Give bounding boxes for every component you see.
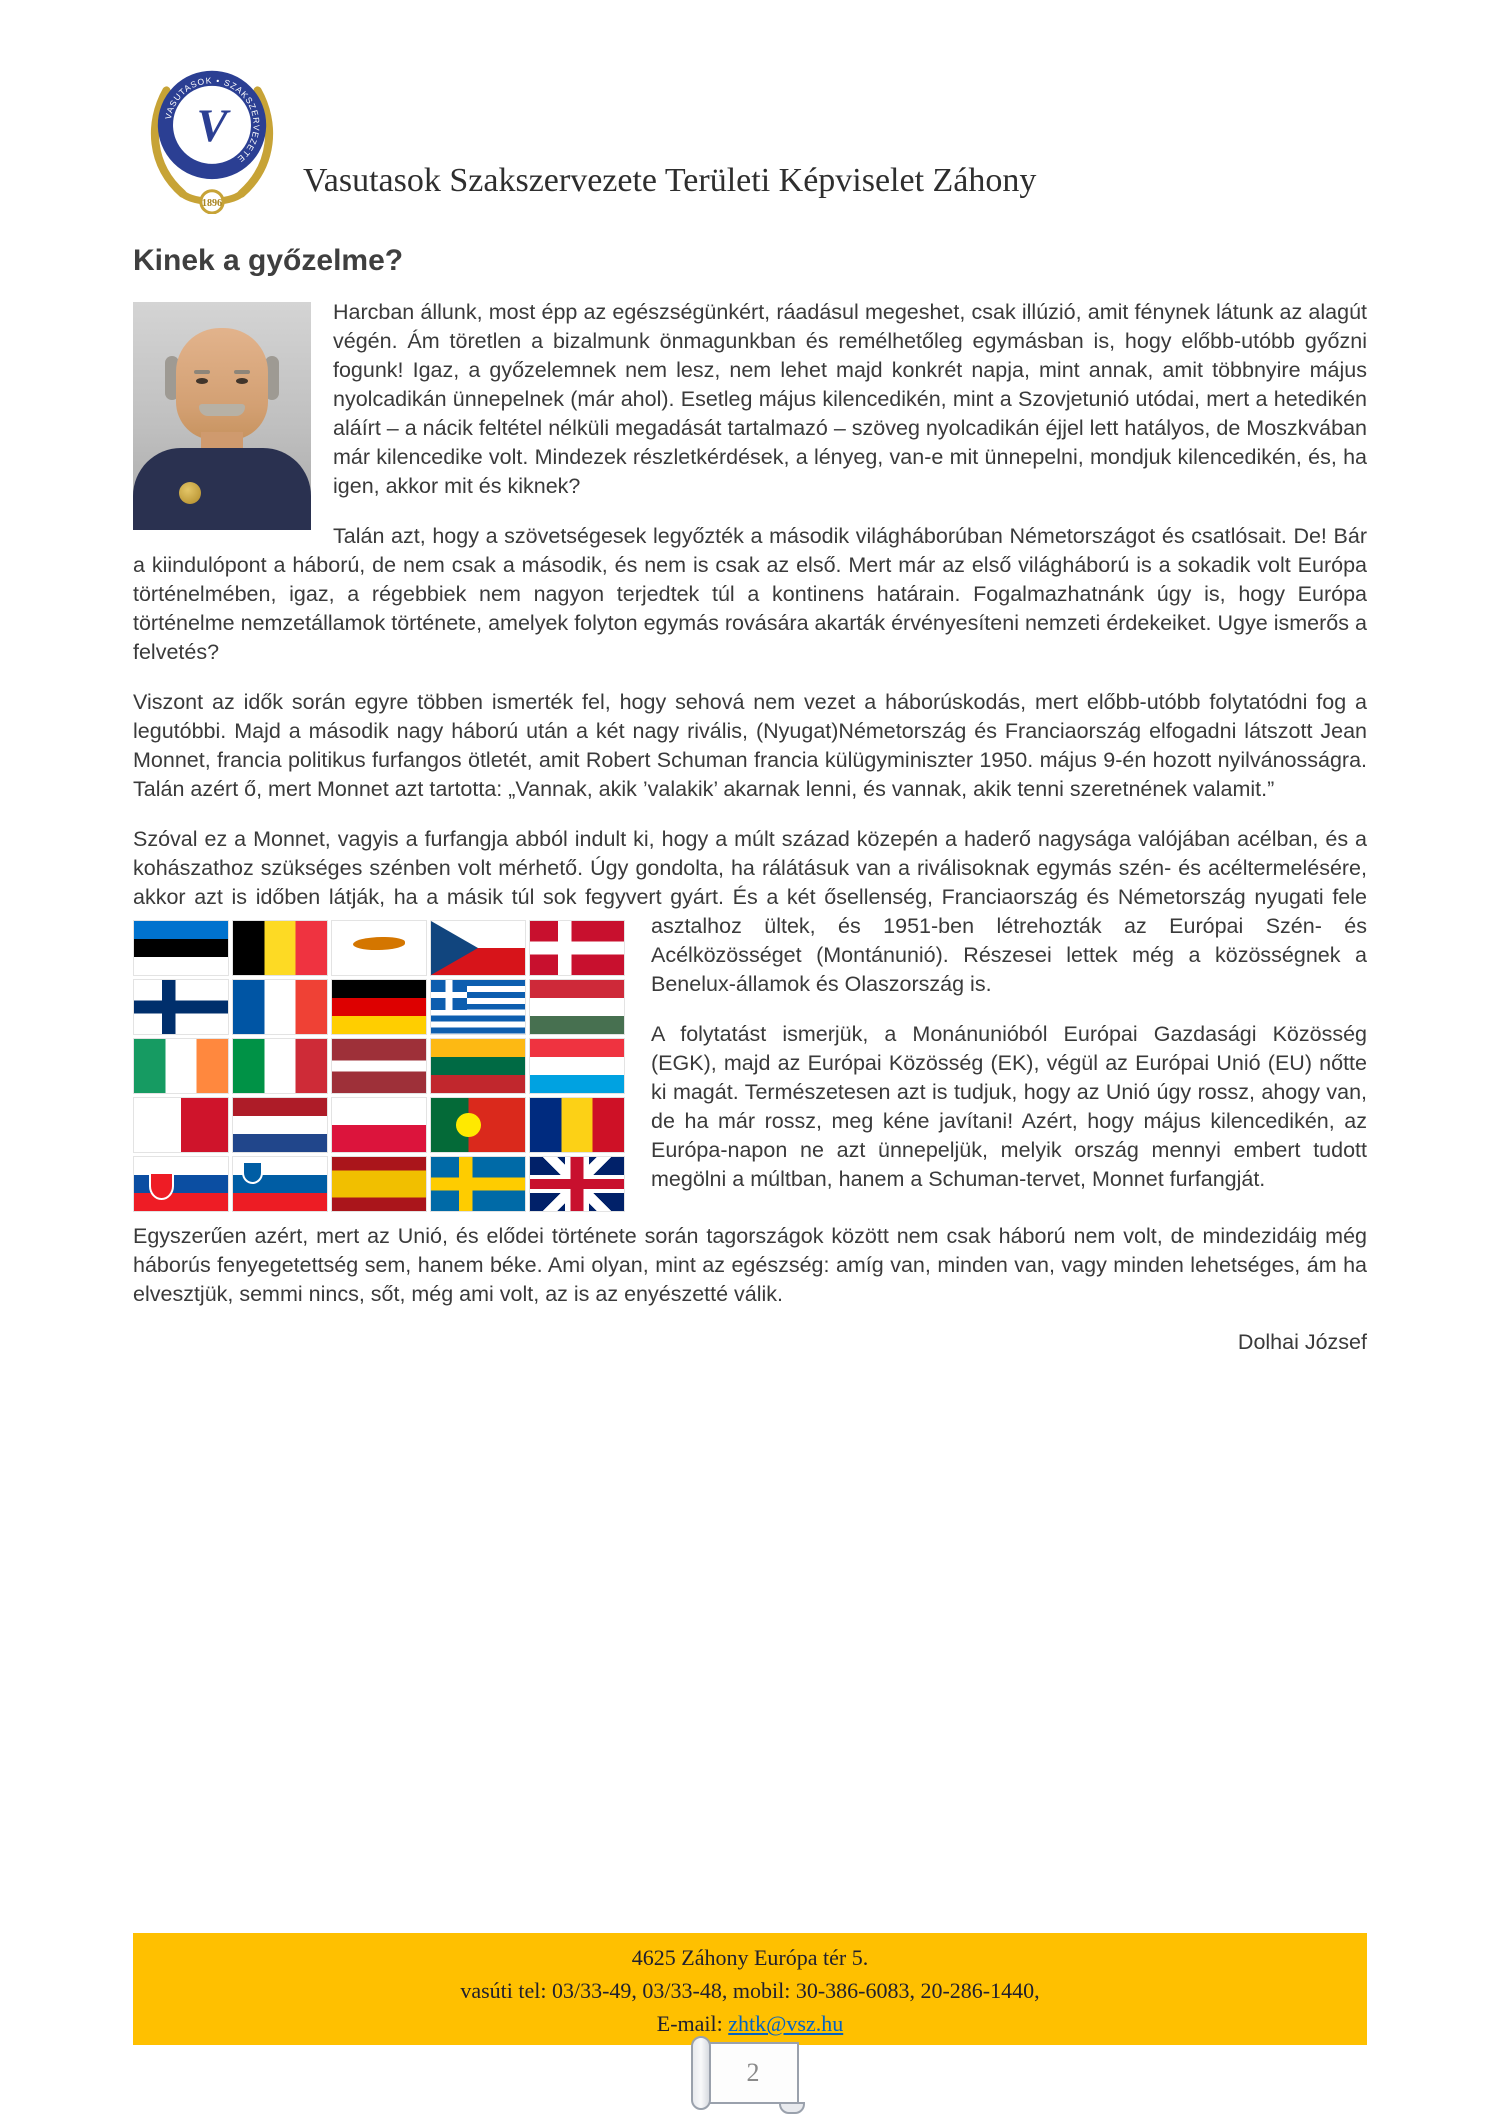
paragraph-3: Viszont az idők során egyre többen ismerték fel, hogy sehová nem vezet a háborúskodás, mert előbb-utóbb folytatódni fog a legutóbbi. Majd a második nagy háború után a két nagy rivális, (Nyugat)Németország és Franciaország elfogadni látszott Jean Monnet, francia politikus furfangos ötletét, amit Robert Schuman francia külügyminiszter 1950. május 9-én hozott nyilvánosságra. Talán azért ő, mert Monnet azt tartotta: „Vannak, akik ’valakik’ akarnak lenni, és vannak, akik tenni szeretnének valamit.” bbox=[133, 690, 1367, 801]
footer-address: 4625 Záhony Európa tér 5. bbox=[631, 1945, 869, 1970]
article-title: Kinek a győzelme? bbox=[133, 244, 404, 277]
paragraph-1-with-photo bbox=[133, 298, 1367, 501]
paragraph-5: A folytatást ismerjük, a Monánunióból Európai Gazdasági Közösség (EGK), majd az Európai Közösség (EK), végül az Európai Unió (EU) nőtte ki magát. Természetesen azt is tudjuk, hogy az Unió úgy rossz, ahogy van, de ha már rossz, meg kéne javítani! Azért, hogy május kilencedikén, az Európa-napon ne azt ünnepeljük, melyik ország mennyi embert tudott megölni a múltban, hanem a Schuman-tervet, Monnet furfangját. bbox=[651, 1022, 1367, 1191]
flag-latvia-icon bbox=[331, 1038, 427, 1094]
footer bbox=[133, 1933, 1367, 2045]
flag-estonia-icon bbox=[133, 920, 229, 976]
flag-hungary-icon bbox=[529, 979, 625, 1035]
page-number-scroll-body bbox=[707, 2042, 799, 2104]
page-header bbox=[0, 0, 1500, 214]
scroll-curl-icon bbox=[691, 2036, 711, 2110]
page-number-scroll bbox=[691, 2036, 809, 2110]
paragraph-6: Egyszerűen azért, mert az Unió, és elődei története során tagországok között nem csak háború nem volt, de mindezidáig még háborús fenyegetettség sem, hanem béke. Ami olyan, mint az egészség: amíg van, minden van, vagy minden lehetséges, ám ha elvesztjük, semmi nincs, sőt, még ami volt, az is az enyészetté válik. bbox=[133, 1224, 1367, 1306]
shirt-emblem-icon bbox=[179, 482, 201, 504]
union-logo-icon bbox=[133, 52, 291, 214]
footer-phones: vasúti tel: 03/33-49, 03/33-48, mobil: 30-386-6083, 20-286-1440, bbox=[460, 1978, 1040, 2003]
eu-flags-collage bbox=[133, 920, 625, 1212]
email-link[interactable]: zhtk@vsz.hu bbox=[728, 2011, 844, 2036]
union-logo bbox=[133, 52, 291, 214]
flag-cyprus-icon bbox=[331, 920, 427, 976]
flag-denmark-icon bbox=[529, 920, 625, 976]
flag-portugal-icon bbox=[430, 1097, 526, 1153]
footer-email-label: E-mail: bbox=[656, 2011, 723, 2036]
flag-poland-icon bbox=[331, 1097, 427, 1153]
logo-ring-text: VASUTASOK • SZAKSZERVEZETE bbox=[162, 75, 262, 165]
flag-finland-icon bbox=[133, 979, 229, 1035]
flag-ireland-icon bbox=[133, 1038, 229, 1094]
flag-belgium-icon bbox=[232, 920, 328, 976]
scroll-bottom-curl-icon bbox=[779, 2102, 805, 2114]
flag-lithuania-icon bbox=[430, 1038, 526, 1094]
paragraph-4-text-b: Acélközösséget (Montánunió). Részesei lettek még a közösségnek a Benelux-államok és Olaszország is. bbox=[651, 943, 1367, 996]
author-signature: Dolhai József bbox=[1237, 1330, 1367, 1354]
flag-france-icon bbox=[232, 979, 328, 1035]
flag-greece-icon bbox=[430, 979, 526, 1035]
article bbox=[0, 244, 1500, 1355]
flag-slovenia-icon bbox=[232, 1156, 328, 1212]
paragraph-2: Talán azt, hogy a szövetségesek legyőzték a második világháborúban Németországot és csatlósait. De! Bár a kiindulópont a háború, de nem csak a második, és nem is csak az első. Mert már az első világháború is a sokadik volt Európa történelmében, igaz, a régebbiek nem nagyon terjedtek túl a kontinens határain. Fogalmazhatnánk úgy is, hogy Európa történelme nemzetállamok története, amelyek folyton egymás rovására akarták érvényesíteni nemzeti érdekeiket. Ugye ismerős a felvetés? bbox=[133, 524, 1367, 664]
flag-italy-icon bbox=[232, 1038, 328, 1094]
author-photo bbox=[133, 302, 311, 530]
flag-uk-icon bbox=[529, 1156, 625, 1212]
author-photo-shirt bbox=[133, 448, 311, 530]
flag-slovakia-icon bbox=[133, 1156, 229, 1212]
logo-monogram: V bbox=[196, 101, 228, 153]
page-number: 2 bbox=[746, 2058, 760, 2087]
flag-czechia-icon bbox=[430, 920, 526, 976]
flag-malta-icon bbox=[133, 1097, 229, 1153]
organization-title: Vasutasok Szakszervezete Területi Képviselet Záhony bbox=[303, 162, 1037, 199]
flag-netherlands-icon bbox=[232, 1097, 328, 1153]
paragraph-1-text: Harcban állunk, most épp az egészségünkért, ráadásul megeshet, csak illúzió, amit fénynek látunk az alagút végén. Ám töretlen a bizalmunk önmagunkban és remélhetőleg egymásban is, hogy előbb-utóbb győzni fogunk! Igaz, a győzelemnek nem lesz, nem lehet majd konkrét napja, mint annak, amit többnyire május nyolcadikán ünnepelnek (már ahol). Esetleg május kilencedikén, mint a Szovjetunió utódai, mert a hetedikén aláírt – a nácik feltétel nélküli megadását tartalmazó – szöveg nyolcadikán éjjel lett hatályos, de Moszkvában már kilencedike volt. Mindezek részletkérdések, a lényeg, van-e mit ünnepelni, mondjuk kilencedikén, és, ha igen, akkor mit és kiknek? bbox=[333, 300, 1367, 498]
logo-year: 1896 bbox=[201, 197, 223, 209]
author-photo-face bbox=[176, 328, 268, 440]
flag-luxembourg-icon bbox=[529, 1038, 625, 1094]
paragraph-4-text-a: Szóval ez a Monnet, vagyis a furfangja abból indult ki, hogy a múlt század közepén a haderő nagysága valójában acélban, és a kohászathoz szükséges szénben volt mérhető. Úgy gondolta, ha rálátásuk van a riválisoknak egymás szén- és acéltermelésére, akkor azt is időben látják, ha a másik túl sok fegyvert gyárt. És a két ősellenség, Franciaország és Németország nyugati fele asztalhoz ültek, és 1951-ben létrehozták az Európai Szén- és bbox=[133, 827, 1367, 938]
flag-romania-icon bbox=[529, 1097, 625, 1153]
flag-spain-icon bbox=[331, 1156, 427, 1212]
paragraph-4-with-flags bbox=[133, 825, 1367, 999]
flag-germany-icon bbox=[331, 979, 427, 1035]
flag-sweden-icon bbox=[430, 1156, 526, 1212]
